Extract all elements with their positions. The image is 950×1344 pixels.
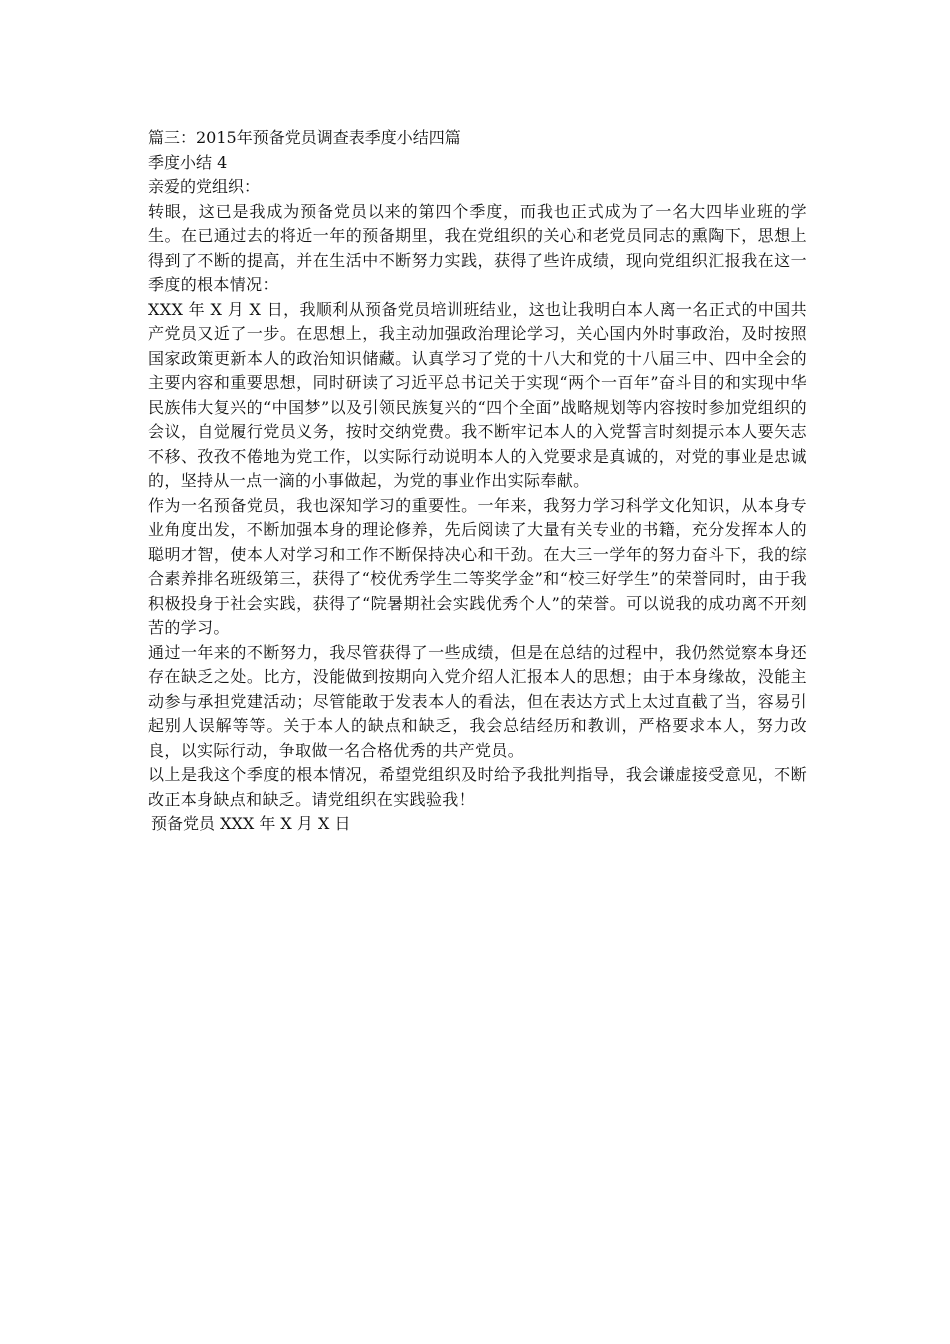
document-page — [143, 126, 807, 837]
paragraph-shortcomings: 通过一年来的不断努力，我尽管获得了一些成绩，但是在总结的过程中，我仍然觉察本身还存在缺乏之处。比方，没能做到按期向入党介绍人汇报本人的思想；由于本身缘故，没能主动参与承担党建活动；尽管能敢于发表本人的看法，但在表达方式上太过直截了当，容易引起别人误解等等。关于本人的缺点和缺乏，我会总结经历和教训，严格要求本人，努力改良，以实际行动，争取做一名合格优秀的共产党员。 — [148, 642, 807, 760]
document-subtitle: 季度小结 4 — [148, 152, 228, 172]
paragraph-academic-study: 作为一名预备党员，我也深知学习的重要性。一年来，我努力学习科学文化知识，从本身专业角度出发，不断加强本身的理论修养，先后阅读了大量有关专业的书籍，充分发挥本人的聪明才智，使本人对学习和工作不断保持决心和干劲。在大三一学年的努力奋斗下，我的综合素养排名班级第三，获得了“校优秀学生二等奖学金”和“校三好学生”的荣誉同时，由于我积极投身于社会实践，获得了“院暑期社会实践优秀个人”的荣誉。可以说我的成功离不开刻苦的学习。 — [148, 495, 807, 637]
paragraph-closing: 以上是我这个季度的根本情况，希望党组织及时给予我批判指导，我会谦虚接受意见，不断改正本身缺点和缺乏。请党组织在实践验我！ — [148, 765, 807, 809]
paragraph-political-study: XXX 年 X 月 X 日，我顺利从预备党员培训班结业，这也让我明白本人离一名正式的中国共产党员又近了一步。在思想上，我主动加强政治理论学习，关心国内外时事政治，及时按照国家政策更新本人的政治知识储藏。认真学习了党的十八大和党的十八届三中、四中全会的主要内容和重要思想，同时研读了习近平总书记关于实现“两个一百年”奋斗目的和实现中华民族伟大复兴的“中国梦”以及引领民族复兴的“四个全面”战略规划等内容按时参加党组织的会议，自觉履行党员义务，按时交纳党费。我不断牢记本人的入党誓言时刻提示本人要矢志不移、孜孜不倦地为党工作，以实际行动说明本人的入党要求是真诚的，对党的事业是忠诚的，坚持从一点一滴的小事做起，为党的事业作出实际奉献。 — [148, 299, 807, 490]
signature: 预备党员 XXX 年 X 月 X 日 — [151, 814, 351, 833]
document-title: 篇三：2015年预备党员调查表季度小结四篇 — [148, 128, 461, 147]
paragraph-intro: 转眼，这已是我成为预备党员以来的第四个季度，而我也正式成为了一名大四毕业班的学生。在已通过去的将近一年的预备期里，我在党组织的关心和老党员同志的熏陶下，思想上得到了不断的提高，并在生活中不断努力实践，获得了些许成绩，现向党组织汇报我在这一季度的根本情况： — [148, 201, 807, 294]
salutation: 亲爱的党组织： — [148, 177, 261, 196]
